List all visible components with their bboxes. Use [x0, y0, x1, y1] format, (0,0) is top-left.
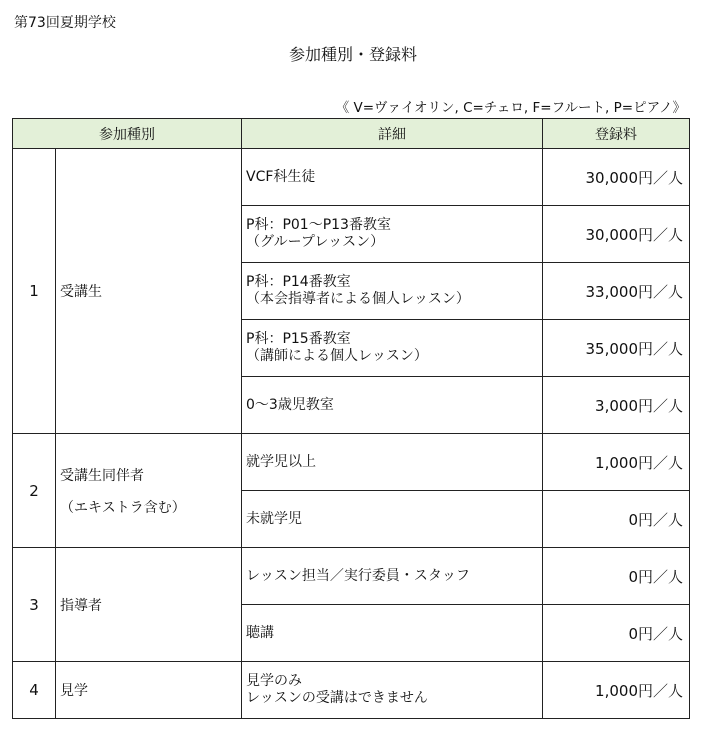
detail-cell: [242, 320, 543, 377]
group-number: 1: [13, 149, 56, 434]
participation-type-line: 指導者: [60, 597, 102, 614]
table-row: [13, 149, 690, 206]
group-number: 2: [13, 434, 56, 548]
group-number: 4: [13, 662, 56, 719]
participation-type: [56, 149, 242, 434]
participation-type: [56, 662, 242, 719]
fee-cell: 0円／人: [543, 491, 690, 548]
fee-cell: 35,000円／人: [543, 320, 690, 377]
detail-cell: [242, 149, 543, 206]
fee-cell: 0円／人: [543, 548, 690, 605]
participation-type: [56, 548, 242, 662]
fee-cell: 3,000円／人: [543, 377, 690, 434]
fee-cell: 1,000円／人: [543, 434, 690, 491]
table-row: [13, 434, 690, 491]
participation-type-line: 受講生同伴者: [60, 467, 144, 484]
instrument-legend: 《 V=ヴァイオリン, C=チェロ, F=フルート, P=ピアノ》: [335, 100, 686, 116]
detail-cell: [242, 548, 543, 605]
detail-line: 未就学児: [246, 510, 302, 527]
detail-line: P科：P14番教室: [246, 274, 351, 290]
participation-type-line: （エキストラ含む）: [60, 499, 186, 516]
page-title: 参加種別・登録料: [288, 45, 417, 64]
header-fee: 登録料: [543, 119, 690, 149]
fee-cell: 33,000円／人: [543, 263, 690, 320]
fee-table: [12, 118, 690, 719]
detail-line: VCF科生徒: [246, 168, 316, 185]
detail-line: レッスンの受講はできません: [246, 690, 428, 706]
fee-table-body: [13, 149, 690, 719]
top-label: 第73回夏期学校: [14, 15, 116, 31]
participation-type-line: 受講生: [60, 284, 102, 300]
detail-line: 見学のみ: [246, 673, 302, 689]
detail-line: 就学児以上: [246, 453, 316, 470]
group-number: 3: [13, 548, 56, 662]
detail-line: （本会指導者による個人レッスン）: [246, 291, 470, 307]
detail-cell: [242, 263, 543, 320]
fee-cell: 30,000円／人: [543, 206, 690, 263]
detail-line: P科：P01～P13番教室: [246, 217, 391, 233]
table-header-row: [13, 119, 690, 149]
fee-cell: 1,000円／人: [543, 662, 690, 719]
detail-line: レッスン担当／実行委員・スタッフ: [246, 567, 470, 584]
detail-cell: [242, 434, 543, 491]
detail-cell: [242, 491, 543, 548]
detail-line: 聴講: [246, 624, 274, 641]
detail-line: 0～3歳児教室: [246, 396, 334, 413]
detail-line: P科：P15番教室: [246, 331, 351, 347]
header-type: 参加種別: [13, 119, 242, 149]
detail-cell: [242, 662, 543, 719]
fee-cell: 30,000円／人: [543, 149, 690, 206]
detail-line: （グループレッスン）: [246, 234, 385, 250]
participation-type: [56, 434, 242, 548]
detail-cell: [242, 206, 543, 263]
detail-cell: [242, 605, 543, 662]
detail-cell: [242, 377, 543, 434]
detail-line: （講師による個人レッスン）: [246, 348, 428, 364]
fee-cell: 0円／人: [543, 605, 690, 662]
table-row: [13, 548, 690, 605]
participation-type-line: 見学: [60, 683, 88, 699]
line-gap: [60, 485, 240, 497]
header-detail: 詳細: [242, 119, 543, 149]
table-row: [13, 662, 690, 719]
